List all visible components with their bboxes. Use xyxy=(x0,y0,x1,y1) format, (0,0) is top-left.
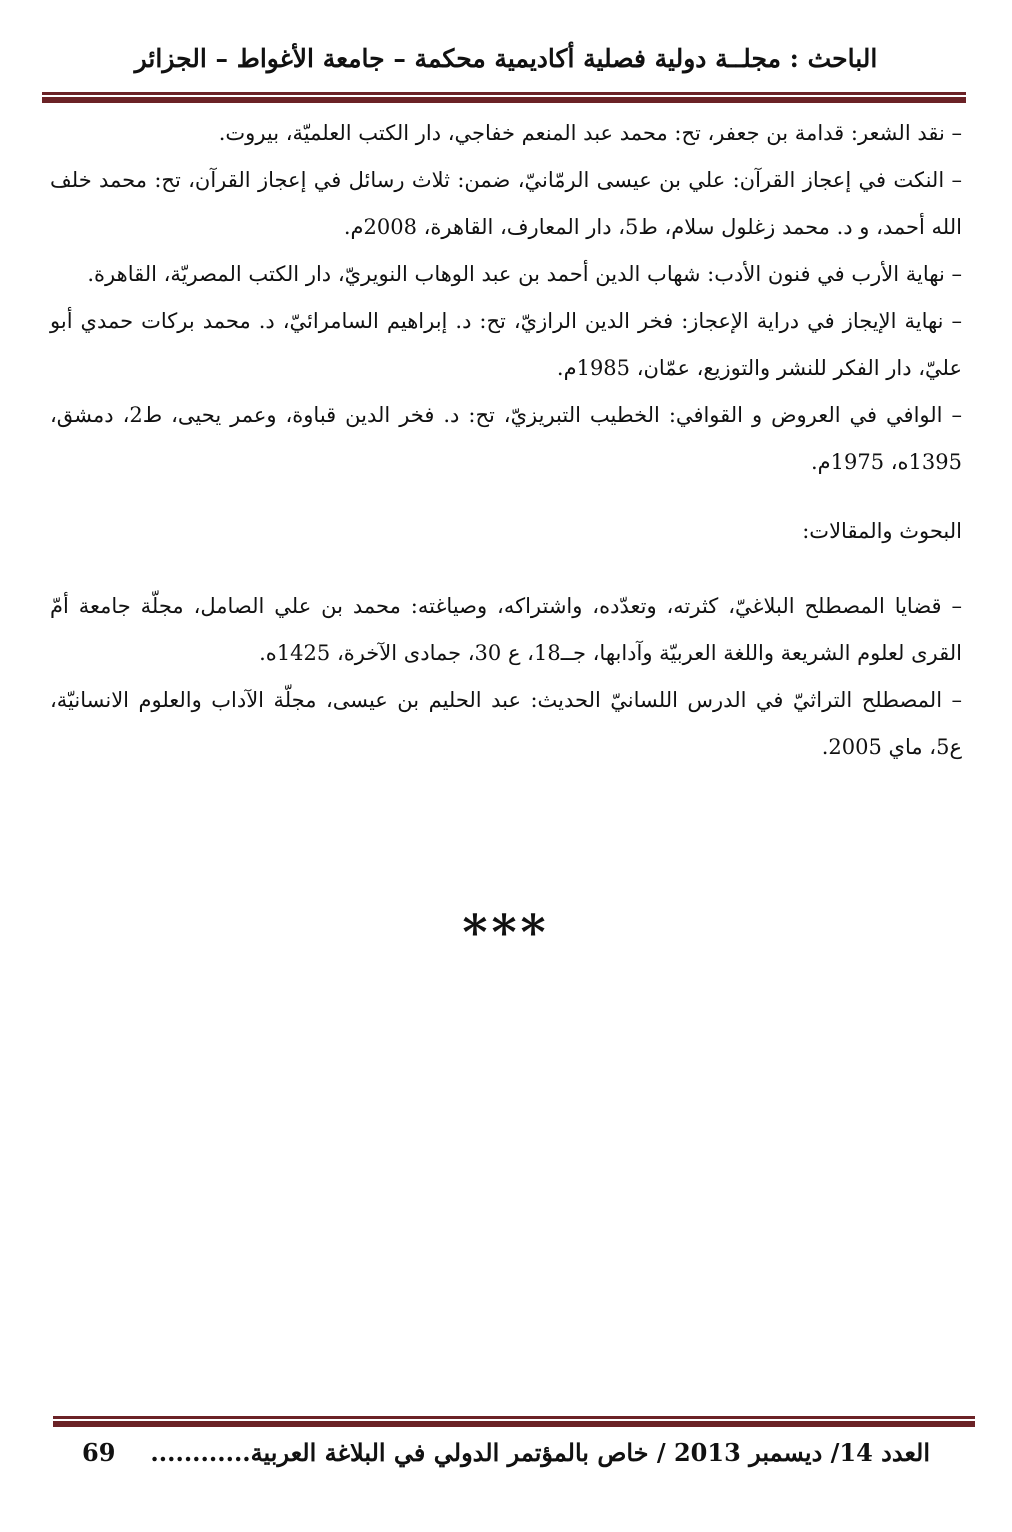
article-item: – المصطلح التراثيّ في الدرس اللسانيّ الحديث: عبد الحليم بن عيسى، مجلّة الآداب والعلوم الانسانيّة، ع5، ماي 2005. xyxy=(50,688,962,759)
reference-item: – الوافي في العروض و القوافي: الخطيب التبريزيّ، تح: د. فخر الدين قباوة، وعمر يحيى، ط2، دمشق، 1395ه، 1975م. xyxy=(50,403,962,474)
header-divider-thick-line xyxy=(42,97,966,103)
reference-item: – النكت في إعجاز القرآن: علي بن عيسى الرمّانيّ، ضمن: ثلاث رسائل في إعجاز القرآن، تح: محمد خلف الله أحمد، و د. محمد زغلول سلام، ط5، دار المعارف، القاهرة، 2008م. xyxy=(50,168,962,239)
journal-header-title: الباحث : مجلــة دولية فصلية أكاديمية محكمة – جامعة الأغواط – الجزائر xyxy=(134,44,878,73)
page-body xyxy=(50,110,962,771)
reference-item: – نقد الشعر: قدامة بن جعفر، تح: محمد عبد المنعم خفاجي، دار الكتب العلميّة، بيروت. xyxy=(218,121,962,145)
articles-section-heading: البحوث والمقالات: xyxy=(802,519,962,543)
reference-item: – نهاية الأرب في فنون الأدب: شهاب الدين أحمد بن عبد الوهاب النويريّ، دار الكتب المصريّة، القاهرة. xyxy=(87,262,962,286)
reference-item: – نهاية الإيجاز في دراية الإعجاز: فخر الدين الرازيّ، تح: د. إبراهيم السامرائيّ، د. محمد بركات حمدي أبو عليّ، دار الفكر للنشر والتوزيع، عمّان، 1985م. xyxy=(50,309,962,380)
article-item: – قضايا المصطلح البلاغيّ، كثرته، وتعدّده، واشتراكه، وصياغته: محمد بن علي الصامل، مجلّة جامعة أمّ القرى لعلوم الشريعة واللغة العربيّة وآدابها، جــ18، ع 30، جمادى الآخرة، 1425ه. xyxy=(50,594,962,665)
header-divider xyxy=(42,92,966,103)
footer-divider xyxy=(53,1416,975,1427)
footer-issue-text: العدد 14/ ديسمبر 2013 / خاص بالمؤتمر الدولي في البلاغة العربية............ xyxy=(150,1438,930,1467)
section-separator-stars: *** xyxy=(462,905,550,961)
footer-divider-thick-line xyxy=(53,1421,975,1427)
page-number: 69 xyxy=(82,1438,116,1467)
page-footer xyxy=(82,1438,930,1467)
